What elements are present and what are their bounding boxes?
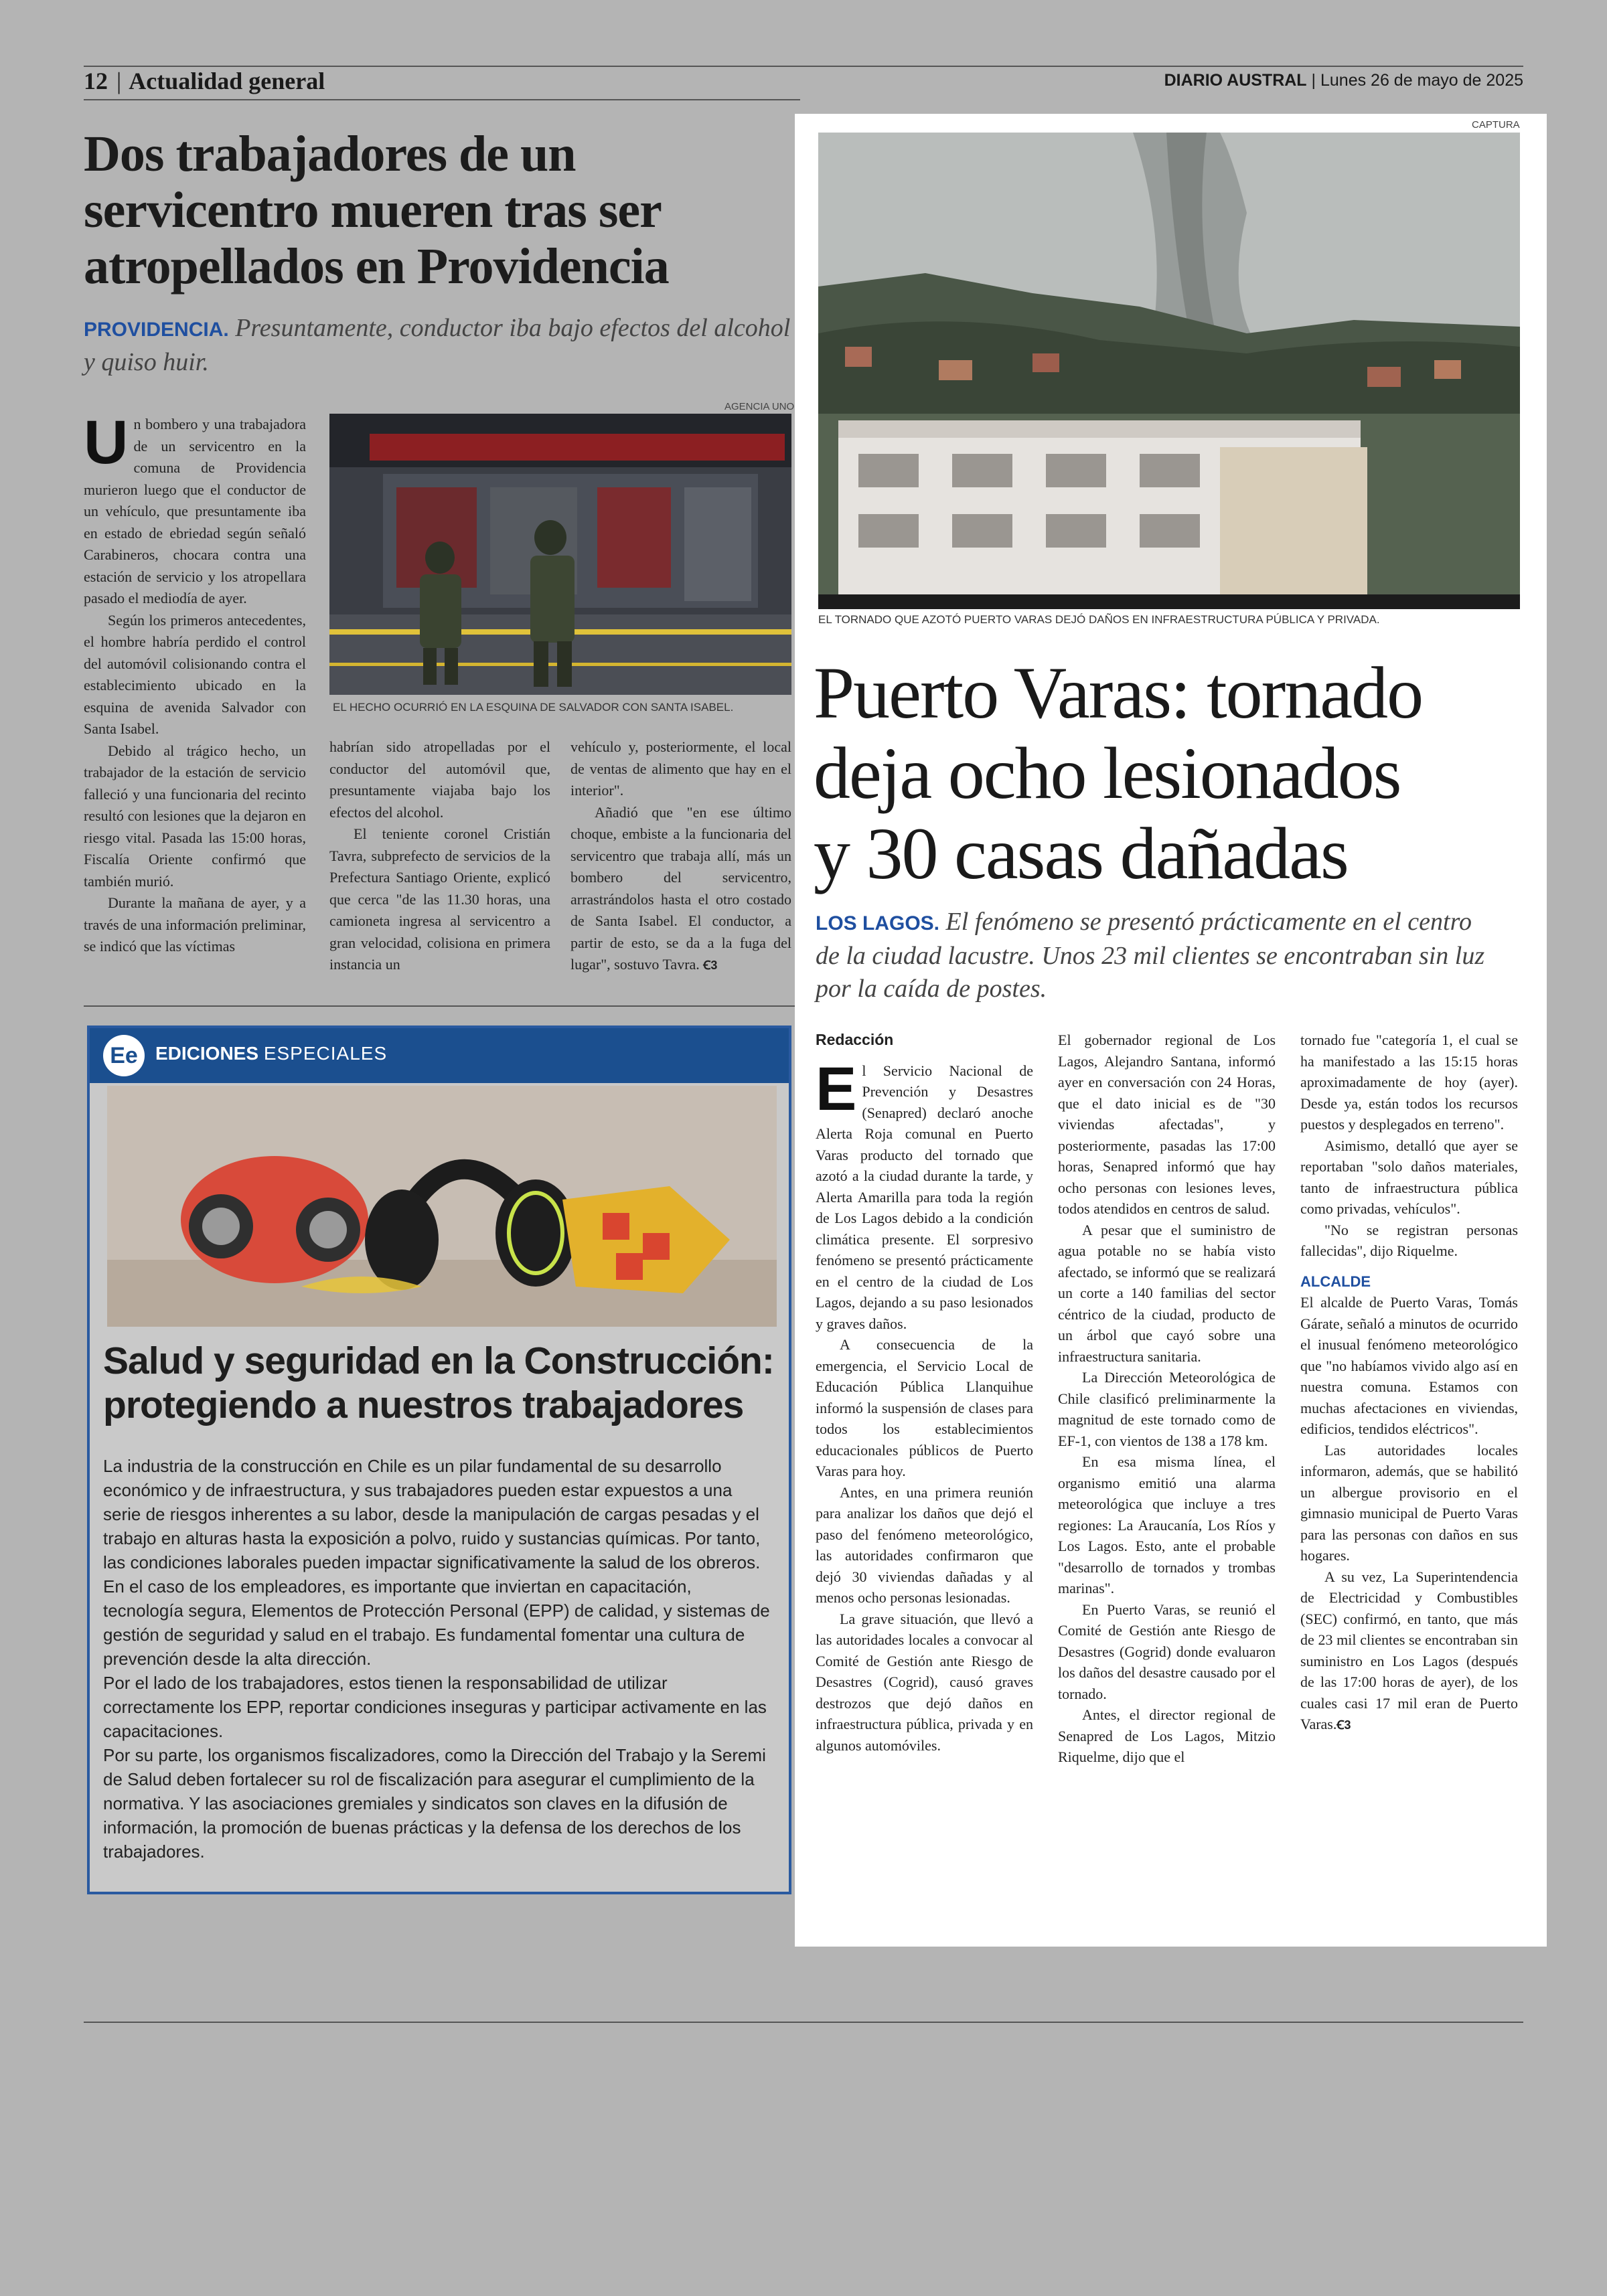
story2-headline-line: deja ocho lesionados: [814, 732, 1401, 814]
ad-headline-line: Salud y seguridad en la Construcción:: [103, 1339, 774, 1382]
story2-paragraph: Antes, el director regional de Senapred de Los Lagos, Mitzio Riquelme, dijo que el: [1058, 1706, 1276, 1765]
story2-end-mark: Ꞓ3: [1336, 1718, 1351, 1732]
story2-paragraph: Las autoridades locales informaron, además, que se habilitó un albergue provisorio en el gimnasio municipal de Puerto Varas para las personas con daños en sus hogares.: [1300, 1441, 1518, 1564]
ad-logo: Ee: [103, 1035, 145, 1076]
issue-date: Lunes 26 de mayo de 2025: [1320, 71, 1523, 90]
story2-headline-line: y 30 casas dañadas: [814, 813, 1348, 894]
story2-kicker: LOS LAGOS.: [816, 912, 940, 934]
story1-paragraph: vehículo y, posteriormente, el local de ventas de alimento que hay en el interior".: [570, 738, 791, 799]
story2-photo-credit: CAPTURA: [1472, 119, 1520, 131]
ad-body: [103, 1454, 773, 1864]
story1-paragraph: Durante la mañana de ayer, y a través de una información preliminar, se indicó que las víctimas: [84, 894, 306, 955]
story2-paragraph: La grave situación, que llevó a las autoridades locales a convocar al Comité de Gestión ante Riesgo de Desastres (Cogrid), causó graves destrozos que dejó daños en infraestructura pública, privada y en algunos automóviles.: [816, 1610, 1033, 1754]
page-bottom-rule: [84, 2022, 1523, 2023]
story1-headline-line: atropellados en Providencia: [84, 238, 669, 295]
ad-headline-line: protegiendo a nuestros trabajadores: [103, 1384, 744, 1426]
story2-paragraph: tornado fue "categoría 1, el cual se ha manifestado a las 15:15 horas aproximadamente de hoy (ayer). Desde ya, están todos los recursos puestos y desplegados en terreno".: [1300, 1032, 1518, 1133]
story1-photo-caption: EL HECHO OCURRIÓ EN LA ESQUINA DE SALVADOR CON SANTA ISABEL.: [333, 701, 734, 714]
story2-column-2: [1058, 1030, 1276, 1768]
story2-column-3: [1300, 1030, 1518, 1736]
story2-paragraph: El alcalde de Puerto Varas, Tomás Gárate, señaló a minutos de ocurrido el inusual fenómeno meteorológico que "no habíamos vivido algo así en nuestra comuna. Estamos con muchas afectaciones en viviendas, edificios, tendidos eléctricos".: [1300, 1294, 1518, 1437]
header-bottom-rule: [84, 99, 800, 100]
story2-paragraph-text: l Servicio Nacional de Prevención y Desastres (Senapred) declaró anoche Alerta Roja comunal en Puerto Varas producto del tornado que azotó a la ciudad durante la tarde, y Alerta Amarilla para toda la región de Los Lagos debido a la condición climática presente. El sorpresivo fenómeno se presentó prácticamente en el centro de la ciudad de Los Lagos, dejando a su paso lesionados y graves daños.: [816, 1062, 1033, 1332]
ad-headline: [103, 1339, 779, 1427]
story1-column-3: [570, 736, 791, 977]
story2-paragraph: Asimismo, detalló que ayer se reportaban "solo daños materiales, tanto de infraestructura pública como privadas, vehículos".: [1300, 1137, 1518, 1217]
special-editions-ad[interactable]: [87, 1026, 791, 1894]
story2-deck-text: El fenómeno se presentó prácticamente en el centro de la ciudad lacustre. Unos 23 mil clientes se encontraban sin luz por la caída de postes.: [816, 908, 1485, 1003]
story1-paragraph: [84, 408, 306, 610]
story2-paragraph: El gobernador regional de Los Lagos, Alejandro Santana, informó ayer en conversación con 24 Horas, que el dato inicial es de "30 viviendas afectadas", y posteriormente, pasadas las 17:00 horas, Senapred informó que hay ocho personas con lesiones leves, todos atendidos en centros de salud.: [1058, 1032, 1276, 1217]
story2-headline: [814, 653, 1523, 894]
ad-paragraph: Por el lado de los trabajadores, estos tienen la responsabilidad de utilizar correctamente los EPP, reportar condiciones inseguras y participar activamente en las capacitaciones.: [103, 1673, 767, 1741]
story1-paragraph: [570, 802, 791, 977]
story1-bottom-rule: [84, 1005, 800, 1007]
ad-banner-label: [155, 1043, 387, 1064]
newspaper-name: DIARIO AUSTRAL: [1164, 71, 1307, 90]
story1-paragraph: habrían sido atropelladas por el conductor del automóvil que, presuntamente viajaba bajo los efectos del alcohol.: [329, 738, 550, 821]
masthead: DIARIO AUSTRAL | Lunes 26 de mayo de 2025: [1164, 71, 1523, 90]
story1-end-mark: Ꞓ3: [703, 959, 718, 972]
ad-paragraph: La industria de la construcción en Chile es un pilar fundamental de su desarrollo económico y de infraestructura, y sus trabajadores pueden estar expuestos a una serie de riesgos inherentes a su labor, desde la manipulación de cargas pesadas y el trabajo en alturas hasta la exposición a polvo, ruido y sustancias químicas. Por tanto, las condiciones laborales pueden impactar significativamente la salud de los obreros.: [103, 1456, 761, 1572]
gas-station-police-photo: [329, 414, 791, 695]
ad-banner-label-bold: EDICIONES: [155, 1043, 259, 1064]
ad-paragraph: En el caso de los empleadores, es importante que inviertan en capacitación, tecnología segura, Elementos de Protección Personal (EPP) de calidad, y sistemas de gestión de seguridad y salud en el trabajo. Es fundamental fomentar una cultura de prevención desde la alta dirección.: [103, 1576, 770, 1669]
story1-photo-credit: AGENCIA UNO: [724, 401, 795, 412]
safety-equipment-photo: [107, 1086, 777, 1327]
story2-photo-caption: EL TORNADO QUE AZOTÓ PUERTO VARAS DEJÓ DAÑOS EN INFRAESTRUCTURA PÚBLICA Y PRIVADA.: [818, 613, 1380, 626]
story2-paragraph: "No se registran personas fallecidas", dijo Riquelme.: [1300, 1221, 1518, 1259]
story2-paragraph: A pesar que el suministro de agua potable no se había visto afectado, se informó que se realizará un corte a 140 familias del sector céntrico de la ciudad, producto de un árbol que cayó sobre una infraestructura sanitaria.: [1058, 1221, 1276, 1365]
story1-kicker: PROVIDENCIA.: [84, 319, 229, 341]
story2-paragraph: [816, 1054, 1033, 1335]
story1-column-1: [84, 408, 306, 958]
story2-paragraph: En esa misma línea, el organismo emitió una alarma meteorológica que incluye a tres regiones: La Araucanía, Los Ríos y Los Lagos. Esto, ante el probable "desarrollo de tornados y trombas marinas".: [1058, 1453, 1276, 1596]
section-name: Actualidad general: [129, 68, 325, 94]
page-folio: 12 | Actualidad general: [84, 68, 325, 94]
story2-paragraph-text: A su vez, La Superintendencia de Electricidad y Combustibles (SEC) confirmó, en tanto, que más de 23 mil clientes se encontraban sin suministro en Los Lagos (después de las 17:00 horas de ayer), de los cuales casi 17 mil eran de Puerto Varas.: [1300, 1568, 1518, 1732]
story2-paragraph: Antes, en una primera reunión para analizar los daños que dejó el paso del fenómeno meteorológico, las autoridades confirmaron que dejó 30 viviendas dañadas y al menos ocho personas lesionadas.: [816, 1483, 1033, 1606]
story2-byline: Redacción: [816, 1031, 894, 1048]
tornado-photo: [818, 133, 1520, 609]
story2-deck: [816, 906, 1485, 1005]
story1-paragraph-text: n bombero y una trabajadora de un servicentro en la comuna de Providencia murieron luego que el conductor de un vehículo, que presuntamente iba en estado de ebriedad según señaló Carabineros, chocara contra una estación de servicio y los atropellara pasado el mediodía de ayer.: [84, 416, 306, 606]
story1-paragraph: El teniente coronel Cristián Tavra, subprefecto de servicios de la Prefectura Santiago Oriente, explicó que cerca "de las 11.30 horas, una camioneta ingresa al servicentro a gran velocidad, colisiona en primera instancia un: [329, 825, 550, 973]
story1-deck-text: Presuntamente, conductor iba bajo efectos del alcohol y quiso huir.: [84, 314, 791, 376]
story2-photo: [818, 133, 1520, 609]
story1-photo: [329, 414, 791, 695]
story2-paragraph: [1300, 1566, 1518, 1736]
story1-drop-cap: U: [84, 408, 129, 477]
ad-banner-label-light: ESPECIALES: [263, 1043, 388, 1064]
story2-subhead: ALCALDE: [1300, 1273, 1371, 1290]
ad-paragraph: Por su parte, los organismos fiscalizadores, como la Dirección del Trabajo y la Seremi de Salud deben fortalecer su rol de fiscalización para asegurar el cumplimiento de la normativa. Y las asociaciones gremiales y sindicatos son claves en la difusión de información, la promoción de buenas prácticas y la defensa de los derechos de los trabajadores.: [103, 1745, 766, 1862]
story1-headline-line: servicentro mueren tras ser: [84, 182, 662, 238]
story2-paragraph: A consecuencia de la emergencia, el Servicio Local de Educación Pública Llanquihue informó la suspensión de clases para todos los establecimientos educacionales públicos de Puerto Varas para hoy.: [816, 1336, 1033, 1479]
story1-deck: [84, 312, 793, 378]
story2-paragraph: En Puerto Varas, se reunió el Comité de Gestión ante Riesgo de Desastres (Gogrid) donde evaluaron los daños del desastre causado por el tornado.: [1058, 1601, 1276, 1702]
story1-column-2: [329, 736, 550, 976]
story2-drop-cap: E: [816, 1054, 857, 1123]
story1-headline-line: Dos trabajadores de un: [84, 126, 576, 182]
ad-banner: [90, 1028, 789, 1083]
story2-column-1: [816, 1030, 1033, 1756]
story1-headline: [84, 126, 800, 295]
story1-paragraph-text: Añadió que "en ese último choque, embiste a la funcionaria del servicentro que trabaja allí, más un bombero del servicentro, arrastrándolos hasta el otro costado de Santa Isabel. El conductor, a partir de esto, se da a la fuga del lugar", sostuvo Tavra.: [570, 803, 791, 973]
ad-photo: [107, 1086, 777, 1327]
story1-paragraph: Según los primeros antecedentes, el hombre habría perdido el control del automóvil colisionando contra el establecimiento ubicado en la esquina de avenida Salvador con Santa Isabel.: [84, 611, 306, 737]
story2-paragraph: La Dirección Meteorológica de Chile clasificó preliminarmente la magnitud de este tornado como de EF-1, con vientos de 138 a 178 km.: [1058, 1369, 1276, 1449]
story2-headline-line: Puerto Varas: tornado: [814, 652, 1423, 734]
story1-paragraph: Debido al trágico hecho, un trabajador de la estación de servicio falleció y una funcionaria del recinto resultó con lesiones que la dejaron en riesgo vital. Pasada las 15:00 horas, Fiscalía Oriente confirmó que también murió.: [84, 742, 306, 890]
page-number: 12: [84, 68, 108, 94]
